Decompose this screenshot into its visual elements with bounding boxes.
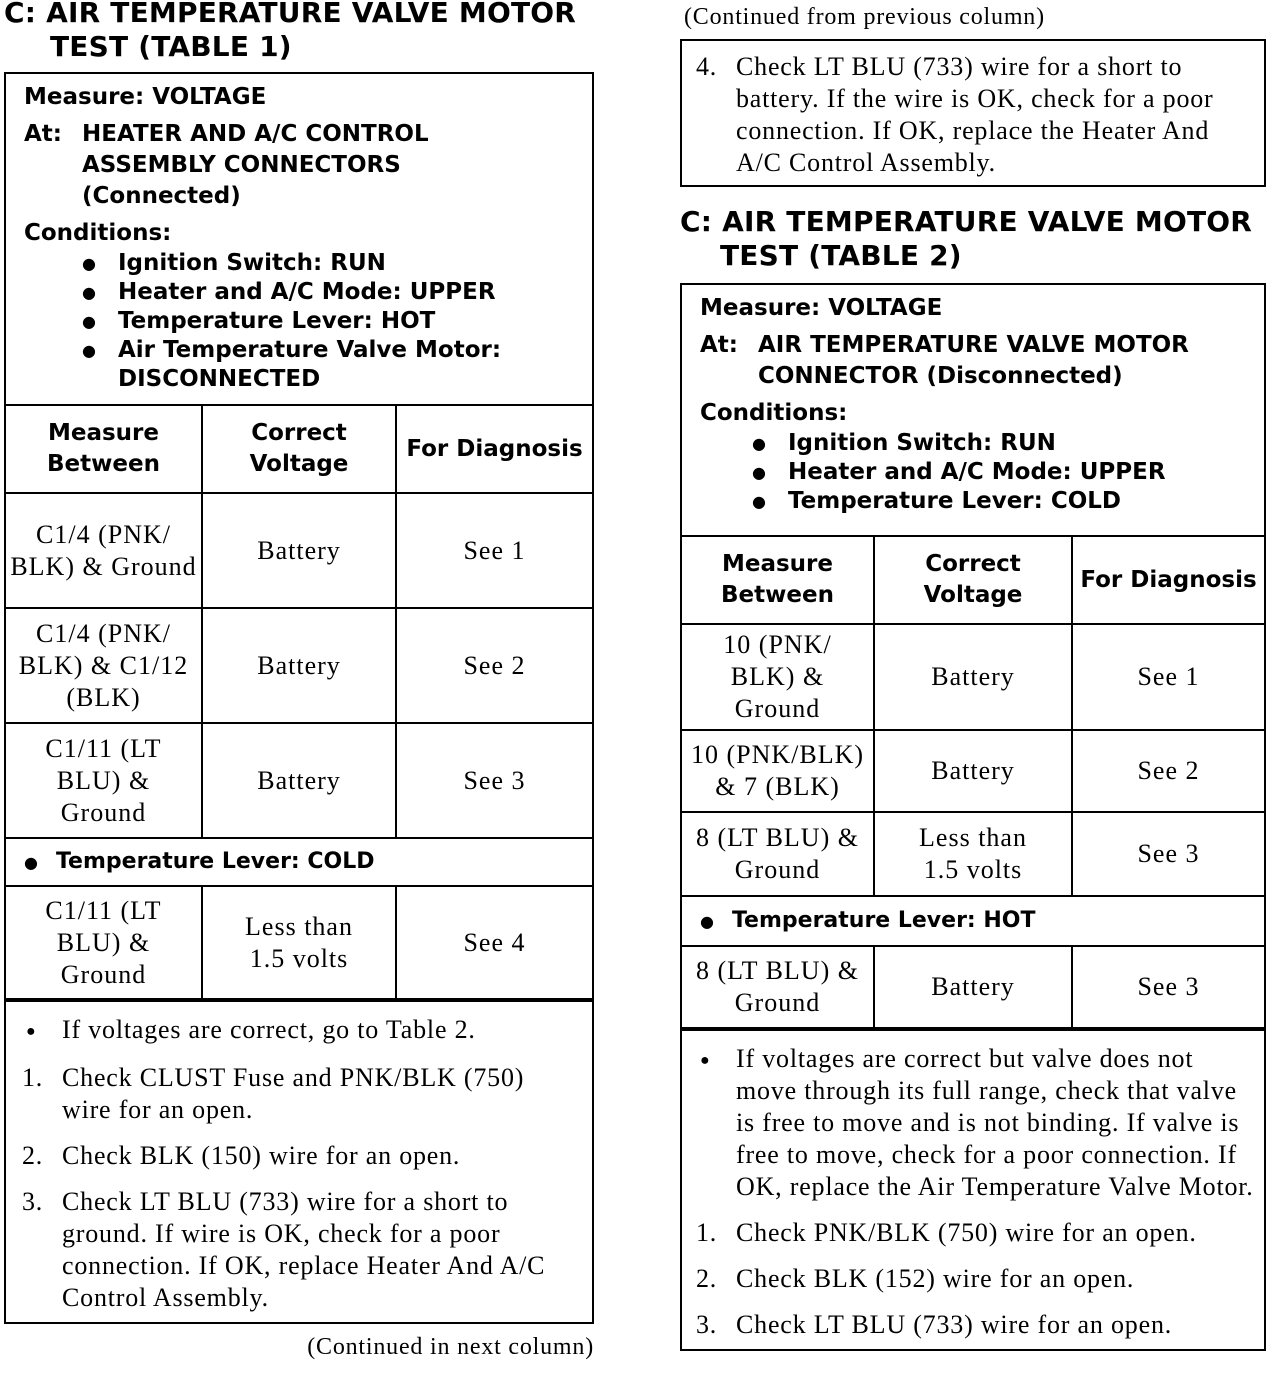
conditions-label: Conditions: [700,400,848,426]
cell-between: C1/11 (LT BLU) & Ground [6,886,202,999]
bullet-icon: ● [26,1023,37,1040]
cell-voltage: Battery [202,723,396,838]
continued-from-previous-column: (Continued from previous column) [684,4,1045,30]
note-number: 4. [696,52,718,81]
table2-header [682,285,1264,535]
col-header-correct-voltage: Correct Voltage [202,405,396,493]
continued-in-next-column: (Continued in next column) [307,1334,594,1360]
condition-item: ● Temperature Lever: COLD [752,487,1248,516]
col-header-for-diagnosis: For Diagnosis [1072,536,1264,624]
cell-voltage: Battery [874,946,1072,1028]
cell-voltage: Less than 1.5 volts [874,812,1072,896]
condition-item: ● Air Temperature Valve Motor: DISCONNECTED [82,336,576,394]
col-header-correct-voltage: Correct Voltage [874,536,1072,624]
table-row [682,946,1264,1028]
subcondition-text: Temperature Lever: COLD [55,848,375,874]
cell-between: C1/4 (PNK/ BLK) & Ground [6,493,202,608]
condition-item: ● Ignition Switch: RUN [82,249,576,278]
table-row [6,493,592,608]
numbered-note [22,1140,578,1172]
numbered-note [696,1309,1258,1341]
cell-between: C1/4 (PNK/ BLK) & C1/12 (BLK) [6,608,202,723]
numbered-note [696,1263,1258,1295]
conditions-list [24,249,576,394]
table-row [682,624,1264,730]
table1-heading-line2: TEST (TABLE 1) [50,30,292,63]
cell-diagnosis: See 3 [1072,946,1264,1028]
bullet-note-text: If voltages are correct but valve does not move through its full range, check that valve is free to move and is not binding. If valve is free to move, check for a poor connection. If OK, replace the Air Temperature Valve Motor. [736,1044,1254,1201]
cell-between: 10 (PNK/ BLK) & Ground [682,624,874,730]
cell-voltage: Battery [874,730,1072,812]
bullet-icon: ● [700,911,714,931]
table2-grid [682,535,1264,1029]
note-text: Check LT BLU (733) wire for an open. [736,1310,1173,1339]
numbered-note [22,1186,578,1314]
note-number: 1. [696,1218,718,1247]
bullet-note-text: If voltages are correct, go to Table 2. [62,1015,476,1044]
table1-notes [6,1000,592,1322]
note-text: Check BLK (150) wire for an open. [62,1141,461,1170]
col-header-measure-between: Measure Between [6,405,202,493]
note-text: Check PNK/BLK (750) wire for an open. [736,1218,1197,1247]
cell-diagnosis: See 3 [1072,812,1264,896]
table-row [682,812,1264,896]
cell-diagnosis: See 3 [396,723,592,838]
table2-box [680,283,1266,1351]
table1-grid [6,404,592,1000]
condition-item: ● Heater and A/C Mode: UPPER [82,278,576,307]
cell-between: 10 (PNK/BLK) & 7 (BLK) [682,730,874,812]
conditions-label: Conditions: [24,220,172,246]
continued-notes [682,41,1264,185]
measure-label: Measure: VOLTAGE [24,84,267,110]
cell-voltage: Battery [874,624,1072,730]
table-row [6,886,592,999]
note-number: 3. [696,1310,718,1339]
subcondition-row [6,838,592,886]
table1-heading [4,0,594,64]
table2-notes [682,1029,1264,1349]
subcondition-row [682,896,1264,946]
cell-diagnosis: See 4 [396,886,592,999]
note-text: Check BLK (152) wire for an open. [736,1264,1135,1293]
at-text: HEATER AND A/C CONTROL ASSEMBLY CONNECTORS (Connected) [82,121,429,209]
continued-note-box [680,39,1266,187]
numbered-note [696,51,1252,179]
table1-box [4,72,594,1324]
cell-voltage: Battery [202,493,396,608]
measure-label: Measure: VOLTAGE [700,295,943,321]
at-text: AIR TEMPERATURE VALVE MOTOR CONNECTOR (Disconnected) [758,332,1189,389]
note-text: Check CLUST Fuse and PNK/BLK (750) wire for an open. [62,1063,525,1124]
note-number: 1. [22,1063,44,1092]
at-row [24,119,576,212]
table-row [6,723,592,838]
table1-header [6,74,592,404]
cell-diagnosis: See 2 [396,608,592,723]
condition-item: ● Temperature Lever: HOT [82,307,576,336]
conditions-list [700,429,1248,516]
note-number: 3. [22,1187,44,1216]
bullet-icon: ● [700,1052,711,1069]
bullet-icon: ● [24,852,38,872]
table2-heading-line2: TEST (TABLE 2) [720,239,962,272]
cell-diagnosis: See 1 [396,493,592,608]
subcondition-text: Temperature Lever: HOT [731,907,1036,933]
cell-diagnosis: See 2 [1072,730,1264,812]
note-text: Check LT BLU (733) wire for a short to ground. If wire is OK, check for a poor connection. If OK, replace Heater And A/C Control Assembly. [62,1187,546,1312]
cell-between: 8 (LT BLU) & Ground [682,812,874,896]
cell-between: 8 (LT BLU) & Ground [682,946,874,1028]
col-header-measure-between: Measure Between [682,536,874,624]
bullet-note [22,1014,578,1048]
table2-heading [680,205,1266,273]
table2-column [680,0,1266,1351]
note-number: 2. [696,1264,718,1293]
table2-heading-line1: C: AIR TEMPERATURE VALVE MOTOR [680,205,1253,238]
col-header-for-diagnosis: For Diagnosis [396,405,592,493]
numbered-note [696,1217,1258,1249]
condition-item: ● Heater and A/C Mode: UPPER [752,458,1248,487]
table1-heading-line1: C: AIR TEMPERATURE VALVE MOTOR [4,0,577,29]
table1-column [4,0,594,1361]
at-row [700,330,1248,392]
cell-voltage: Battery [202,608,396,723]
condition-item: ● Ignition Switch: RUN [752,429,1248,458]
note-number: 2. [22,1141,44,1170]
note-text: Check LT BLU (733) wire for a short to battery. If the wire is OK, check for a poor connection. If OK, replace the Heater And A/C Control Assembly. [736,52,1214,177]
numbered-note [22,1062,578,1126]
at-label: At: [700,332,738,358]
cell-between: C1/11 (LT BLU) & Ground [6,723,202,838]
subcondition-cell [6,838,592,886]
cell-diagnosis: See 1 [1072,624,1264,730]
table-row [682,730,1264,812]
table-row [6,608,592,723]
subcondition-cell [682,896,1264,946]
at-label: At: [24,121,62,147]
cell-voltage: Less than 1.5 volts [202,886,396,999]
bullet-note [696,1043,1258,1203]
